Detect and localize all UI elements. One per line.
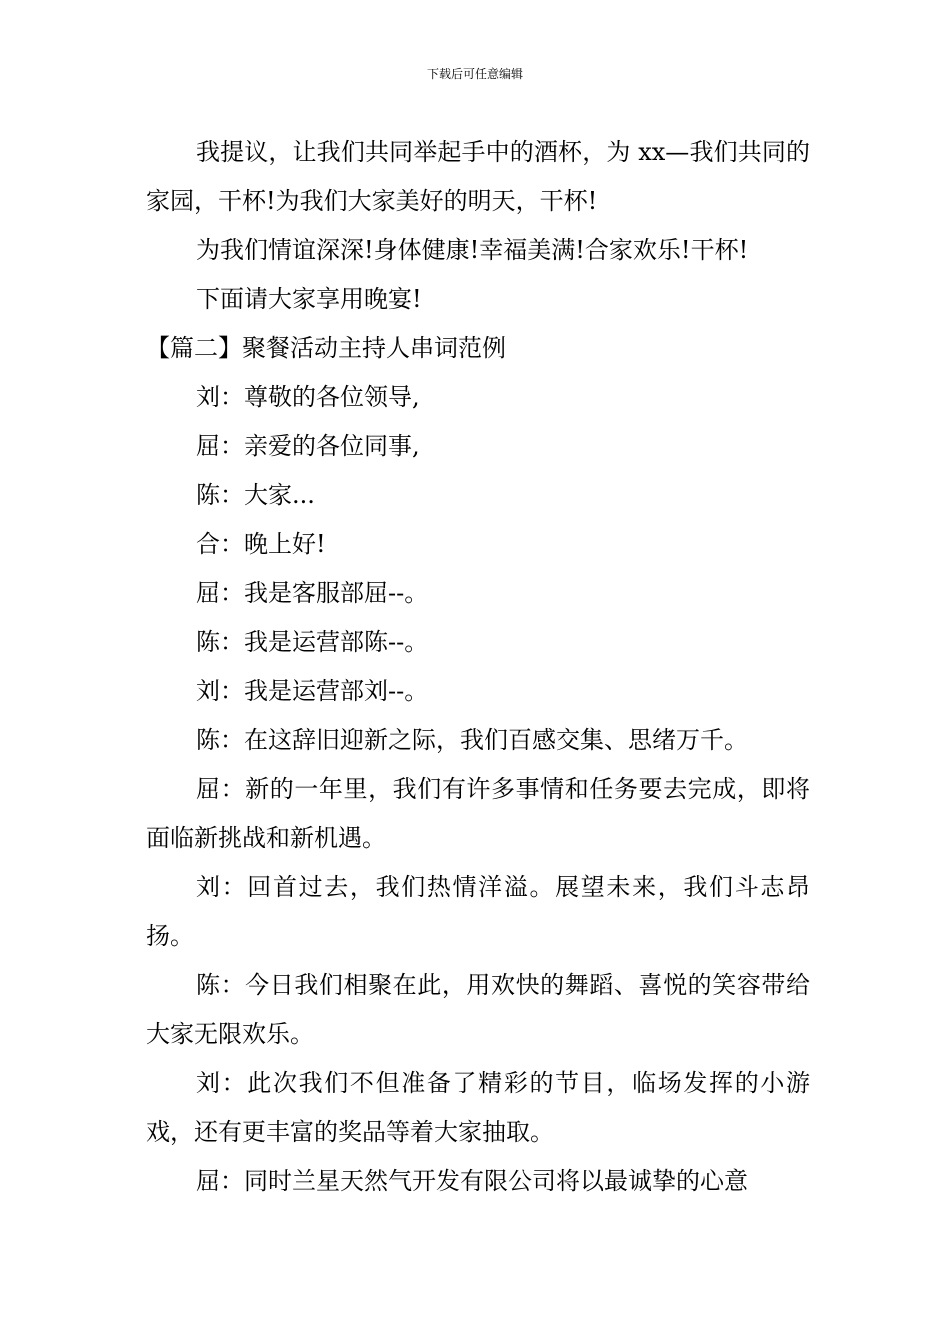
section-title: 【篇二】聚餐活动主持人串词范例	[146, 334, 506, 362]
dialogue-line: 陈：我是运营部陈--。	[196, 628, 429, 656]
dialogue-line: 刘：我是运营部刘--。	[196, 677, 429, 705]
document-body	[146, 128, 810, 1206]
dialogue-line: 屈：我是客服部屈--。	[196, 579, 429, 607]
paragraph-cheers: 为我们情谊深深!身体健康!幸福美满!合家欢乐!干杯!	[196, 236, 749, 264]
paragraph-dinner: 下面请大家享用晚宴!	[196, 285, 422, 313]
dialogue-line: 刘：尊敬的各位领导,	[196, 383, 420, 411]
dialogue-line: 合：晚上好!	[196, 530, 326, 558]
dialogue-line: 陈：今日我们相聚在此，用欢快的舞蹈、喜悦的笑容带给大家无限欢乐。	[146, 971, 810, 1048]
dialogue-line: 刘：此次我们不但准备了精彩的节目，临场发挥的小游戏，还有更丰富的奖品等着大家抽取。	[146, 1069, 810, 1146]
dialogue-line: 屈：新的一年里，我们有许多事情和任务要去完成，即将面临新挑战和新机遇。	[146, 775, 810, 852]
page-header: 下载后可任意编辑	[426, 67, 523, 81]
dialogue-line: 刘：回首过去，我们热情洋溢。展望未来，我们斗志昂扬。	[146, 873, 810, 950]
dialogue-line: 屈：同时兰星天然气开发有限公司将以最诚挚的心意	[196, 1167, 748, 1195]
dialogue-line: 屈：亲爱的各位同事,	[196, 432, 420, 460]
paragraph-toast: 我提议，让我们共同举起手中的酒杯，为 xx—我们共同的家园，干杯!为我们大家美好的明天，干杯!	[146, 138, 810, 215]
dialogue-line: 陈：在这辞旧迎新之际，我们百感交集、思绪万千。	[196, 726, 748, 754]
dialogue-line: 陈：大家...	[196, 481, 315, 509]
